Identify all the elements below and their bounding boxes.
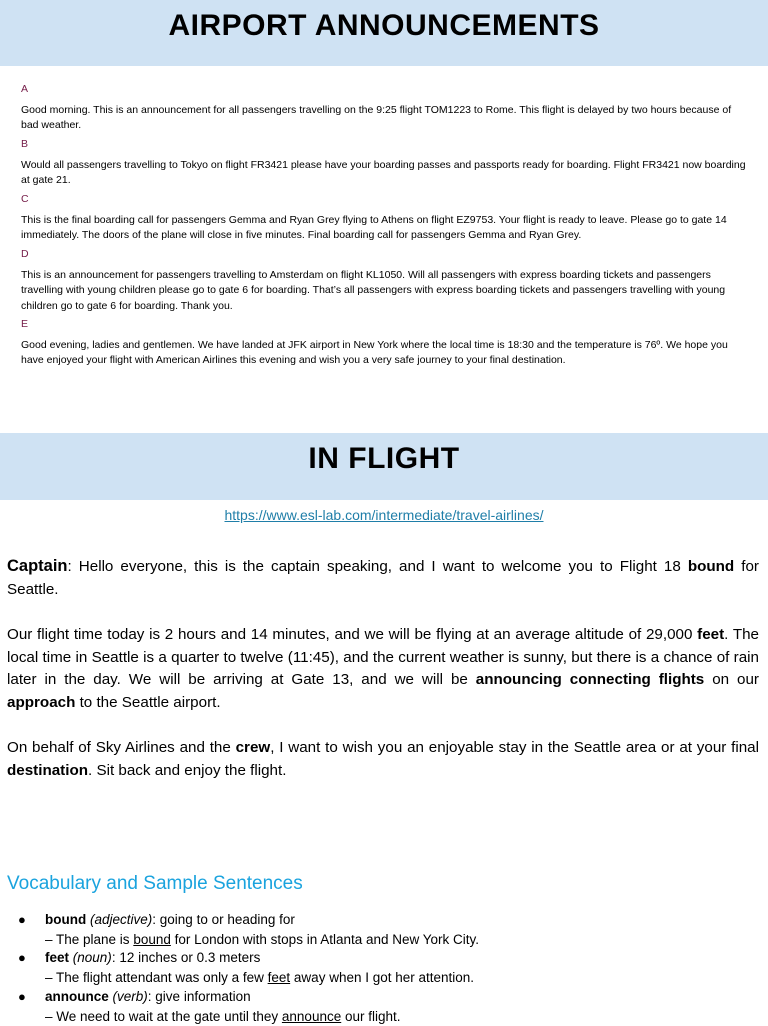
bullet: ● [18,950,26,965]
example-word: announce [281,1008,342,1024]
text-span: , I want to wish you an enjoyable stay in the Seattle area or at your final [270,739,759,756]
example-suffix: for London with stops in Atlanta and New York City. [170,931,480,947]
vocab-term: feet [45,950,70,965]
text-span: for Seattle. [7,558,759,598]
vocab-item-announce [0,987,768,1026]
vocab-word: bound [687,558,735,575]
captain-paragraph-2 [7,624,759,714]
in-flight-heading: IN FLIGHT [0,433,768,500]
announcement-a [21,82,751,134]
text-span: : Hello everyone, this is the captain speaking, and I want to welcome you to Flight 18 [67,558,688,575]
definition: : 12 inches or 0.3 meters [111,950,261,965]
vocab-word: destination [7,761,89,779]
speaker-label: Captain [7,557,68,575]
announcement-d [21,247,751,314]
announcement-text: Good morning. This is an announcement for all passengers travelling on the 9:25 flight TOM1223 to Rome. This flight is delayed by two hours because of bad weather. [21,103,732,131]
captain-paragraph-1 [7,555,759,601]
definition: : give information [147,989,251,1004]
announcement-b [21,137,751,189]
captain-paragraph-3 [7,737,759,782]
example-suffix: our flight. [341,1008,401,1024]
announcement-text: This is an announcement for passengers travelling to Amsterdam on flight KL1050. Will all passengers with express boarding tickets and passengers travelling with young children please go to gate 6 for boarding. That’s all passengers with express boarding tickets and passengers travelling with young children go to gate 6 for boarding. Thank you. [21,268,726,312]
text-span: on our [704,671,759,688]
text-span: On behalf of Sky Airlines and the [7,739,236,756]
example-prefix: – The flight attendant was only a few [45,969,268,985]
vocab-item-feet [0,948,768,987]
vocabulary-heading: Vocabulary and Sample Sentences [7,873,303,894]
vocab-item-bound [0,910,768,949]
vocab-term: announce [45,989,109,1004]
text-span: . Sit back and enjoy the flight. [88,761,287,779]
example-prefix: – We need to wait at the gate until they [45,1008,282,1024]
announcement-letter: C [21,193,29,205]
announcement-letter: B [21,138,29,150]
announcement-c [21,192,751,244]
example-word: feet [267,969,291,985]
announcement-text: Good evening, ladies and gentlemen. We have landed at JFK airport in New York where the local time is 18:30 and the temperature is 76º. We hope you have enjoyed your flight with American Airlines this evening and wish you a very safe journey to your final destination. [21,338,728,366]
bullet: ● [18,989,26,1004]
example-word: bound [133,931,171,947]
airport-announcements-heading: AIRPORT ANNOUNCEMENTS [0,0,768,66]
part-of-speech: (adjective) [90,912,153,927]
announcement-text: Would all passengers travelling to Tokyo on flight FR3421 please have your boarding passes and passports ready for boarding. Flight FR3421 now boarding at gate 21. [21,158,746,186]
text-span: Our flight time today is 2 hours and 14 minutes, and we will be flying at an average altitude of 29,000 [7,626,698,643]
announcement-letter: E [21,318,29,330]
part-of-speech: (noun) [72,950,112,965]
source-link[interactable]: https://www.esl-lab.com/intermediate/travel-airlines/ [224,507,544,523]
bullet: ● [18,912,26,927]
vocab-word: approach [7,693,76,711]
example-prefix: – The plane is [45,931,134,947]
vocab-word: feet [697,626,725,643]
vocab-word: crew [235,739,271,756]
announcement-letter: A [21,83,29,95]
vocab-term: bound [45,912,87,927]
vocab-word: announcing connecting flights [475,671,705,688]
text-span: to the Seattle airport. [75,693,221,711]
part-of-speech: (verb) [112,989,148,1004]
announcement-e [21,317,751,369]
text-span: . The local time in Seattle is a quarter to twelve (11:45), and the current weather is sunny, but there is a chance of rain later in the day. We will be arriving at Gate 13, and we will be [7,626,759,688]
definition: : going to or heading for [152,912,295,927]
example-suffix: away when I got her attention. [290,969,475,985]
announcement-letter: D [21,248,29,260]
announcement-text: This is the final boarding call for passengers Gemma and Ryan Grey flying to Athens on flight EZ9753. Your flight is ready to leave. Please go to gate 14 immediately. The doors of the plane will close in five minutes. Final boarding call for passengers Gemma and Ryan Grey. [21,213,727,241]
